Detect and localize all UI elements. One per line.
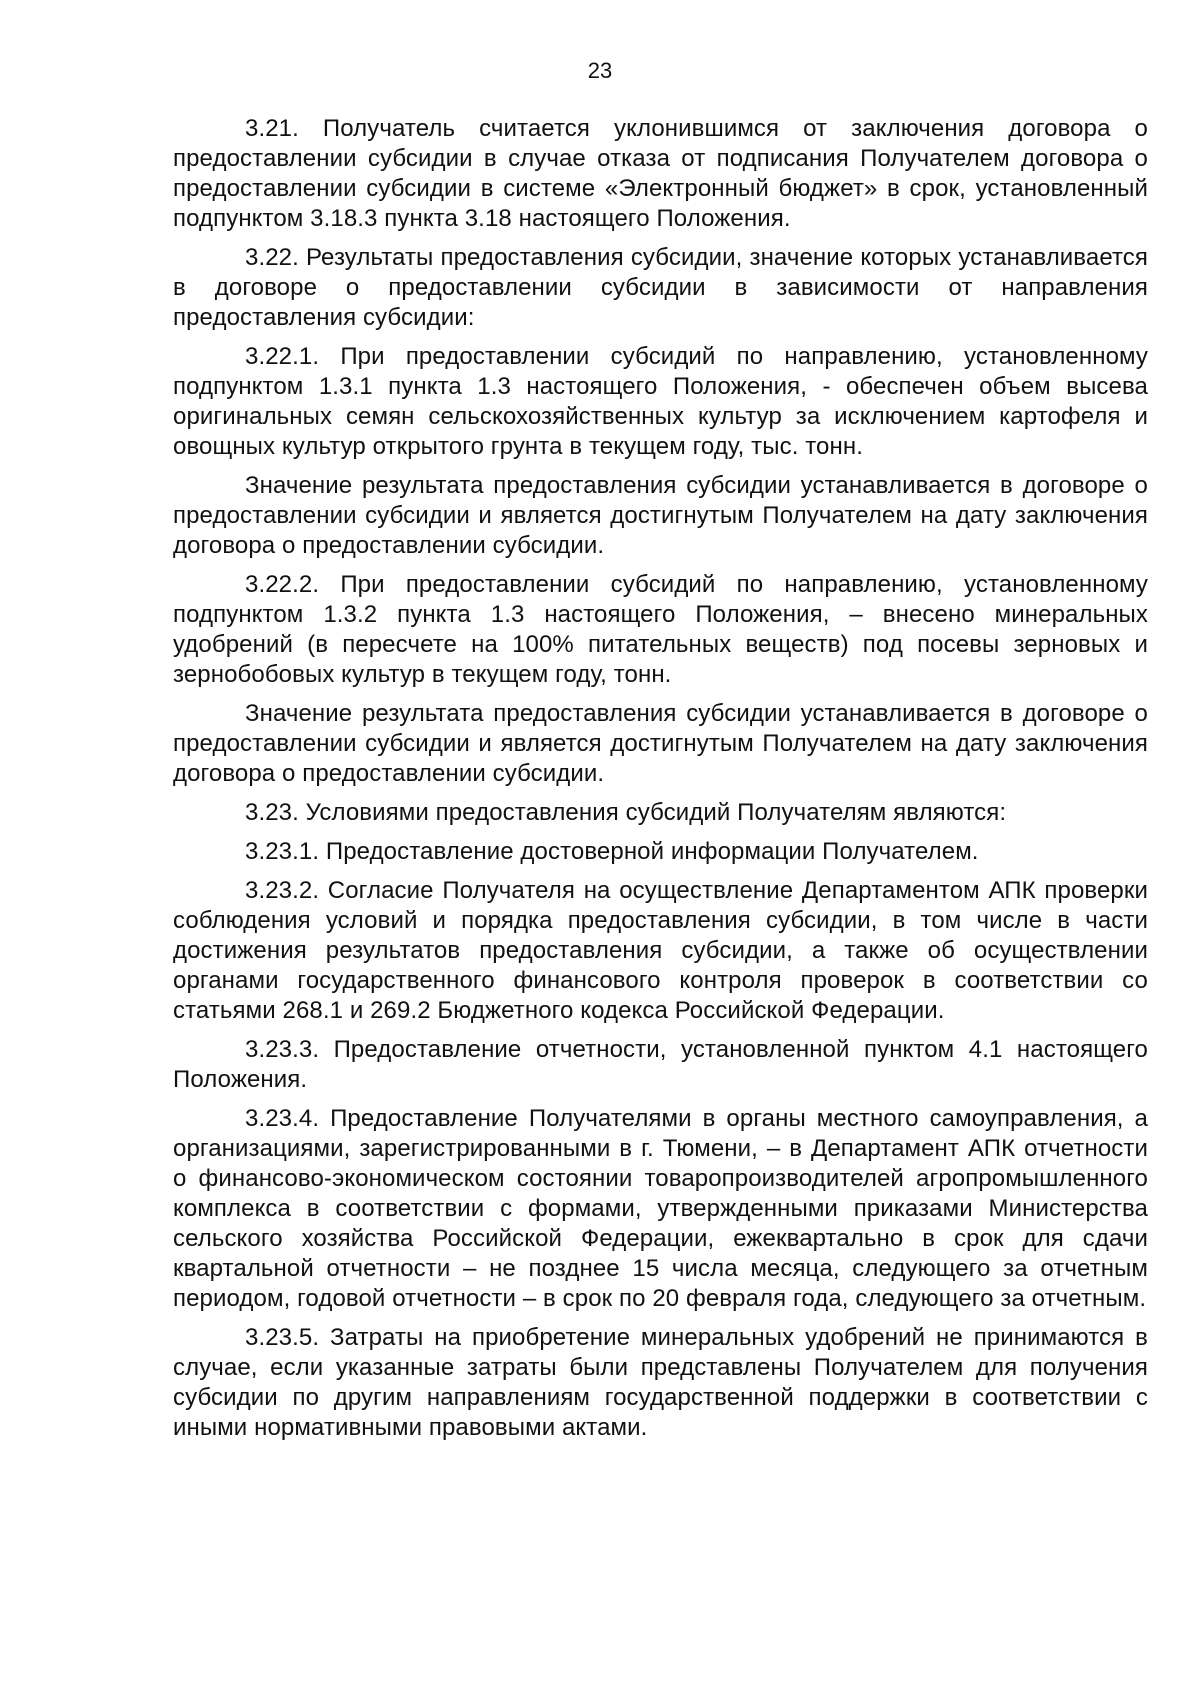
paragraph-3-22: 3.22. Результаты предоставления субсидии, значение которых устанавливается в договоре о предоставлении субсидии в зависимости от направления предоставления субсидии: (173, 244, 1148, 331)
paragraph-3-22-2-result-value: Значение результата предоставления субсидии устанавливается в договоре о предоставлении субсидии и является достигнутым Получателем на дату заключения договора о предоставлении субсидии. (173, 700, 1148, 787)
document-body (173, 114, 1148, 1452)
paragraph-3-23-1: 3.23.1. Предоставление достоверной информации Получателем. (245, 838, 979, 865)
page-number: 23 (587, 58, 613, 83)
paragraph-3-23-2: 3.23.2. Согласие Получателя на осуществление Департаментом АПК проверки соблюдения условий и порядка предоставления субсидии, в том числе в части достижения результатов предоставления субсидии, а также об осуществлении органами государственного финансового контроля проверок в соответствии со статьями 268.1 и 269.2 Бюджетного кодекса Российской Федерации. (173, 877, 1148, 1024)
paragraph-3-21: 3.21. Получатель считается уклонившимся от заключения договора о предоставлении субсидии в случае отказа от подписания Получателем договора о предоставлении субсидии в системе «Электронный бюджет» в срок, установленный подпунктом 3.18.3 пункта 3.18 настоящего Положения. (173, 115, 1148, 232)
paragraph-3-23-4: 3.23.4. Предоставление Получателями в органы местного самоуправления, а организациями, зарегистрированными в г. Тюмени, – в Департамент АПК отчетности о финансово-экономическом состоянии товаропроизводителей агропромышленного комплекса в соответствии с формами, утвержденными приказами Министерства сельского хозяйства Российской Федерации, ежеквартально в срок для сдачи квартальной отчетности – не позднее 15 числа месяца, следующего за отчетным периодом, годовой отчетности – в срок по 20 февраля года, следующего за отчетным. (173, 1105, 1148, 1312)
paragraph-3-23-3: 3.23.3. Предоставление отчетности, установленной пунктом 4.1 настоящего Положения. (173, 1036, 1148, 1093)
paragraph-3-23: 3.23. Условиями предоставления субсидий Получателям являются: (245, 799, 1007, 826)
paragraph-3-23-5: 3.23.5. Затраты на приобретение минеральных удобрений не принимаются в случае, если указанные затраты были представлены Получателем для получения субсидии по другим направлениям государственной поддержки в соответствии с иными нормативными правовыми актами. (173, 1324, 1148, 1441)
paragraph-3-22-1: 3.22.1. При предоставлении субсидий по направлению, установленному подпунктом 1.3.1 пункта 1.3 настоящего Положения, - обеспечен объем высева оригинальных семян сельскохозяйственных культур за исключением картофеля и овощных культур открытого грунта в текущем году, тыс. тонн. (173, 343, 1148, 460)
paragraph-3-22-2: 3.22.2. При предоставлении субсидий по направлению, установленному подпунктом 1.3.2 пункта 1.3 настоящего Положения, – внесено минеральных удобрений (в пересчете на 100% питательных веществ) под посевы зерновых и зернобобовых культур в текущем году, тонн. (173, 571, 1148, 688)
paragraph-3-22-1-result-value: Значение результата предоставления субсидии устанавливается в договоре о предоставлении субсидии и является достигнутым Получателем на дату заключения договора о предоставлении субсидии. (173, 472, 1148, 559)
